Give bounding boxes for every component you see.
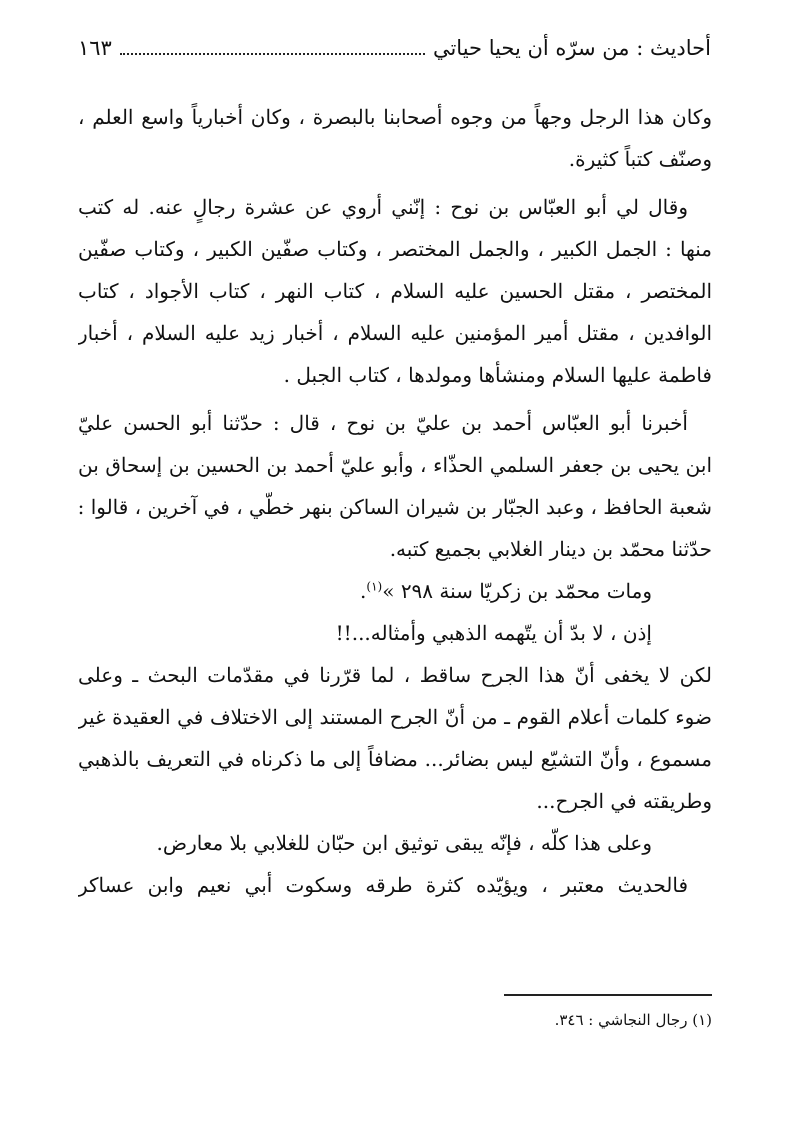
- paragraph-4: [78, 570, 712, 612]
- text-line: ابن يحيى بن جعفر السلمي الحذّاء ، وأبو عليّ أحمد بن الحسين بن إسحاق بن: [78, 453, 712, 477]
- dotted-leader: [120, 53, 425, 55]
- text-line: المختصر ، مقتل الحسين عليه السلام ، كتاب النهر ، كتاب الأجواد ، كتاب: [78, 279, 712, 303]
- death-note-period: .: [360, 579, 367, 603]
- text-line: وكان هذا الرجل وجهاً من وجوه أصحابنا بالبصرة ، وكان أخبارياً واسع العلم ،: [78, 105, 712, 129]
- text-line: لكن لا يخفى أنّ هذا الجرح ساقط ، لما قرّرنا في مقدّمات البحث ـ وعلى: [78, 663, 712, 687]
- paragraph-7: [78, 822, 712, 864]
- page-number: ١٦٣: [78, 36, 112, 60]
- footnote: (١) رجال النجاشي : ٣٤٦.: [554, 1011, 712, 1029]
- text-line: ضوء كلمات أعلام القوم ـ من أنّ الجرح المستند إلى الاختلاف في العقيدة غير: [78, 705, 712, 729]
- paragraph-3: [78, 402, 712, 570]
- text-line: حدّثنا محمّد بن دينار الغلابي بجميع كتبه.: [389, 537, 712, 561]
- footnote-marker: (١): [366, 579, 383, 594]
- footnote-separator: [504, 994, 712, 996]
- running-header: [78, 30, 711, 66]
- text-line: مسموع ، وأنّ التشيّع ليس بضائر... مضافاً إلى ما ذكرناه في التعريف بالذهبي: [78, 747, 712, 771]
- text-line: فالحديث معتبر ، ويؤيّده كثرة طرقه وسكوت أبي نعيم وابن عساكر: [78, 873, 688, 897]
- text-line: وقال لي أبو العبّاس بن نوح : إنّني أروي عن عشرة رجالٍ عنه. له كتب: [78, 195, 688, 219]
- text-line: شعبة الحافظ ، وعبد الجبّار بن شيران الساكن بنهر خطّي ، في آخرين ، قالوا :: [78, 495, 712, 519]
- paragraph-2: [78, 186, 712, 396]
- text-line: إذن ، لا بدّ أن يتّهمه الذهبي وأمثاله...!!: [335, 621, 652, 645]
- text-line: أخبرنا أبو العبّاس أحمد بن عليّ بن نوح ، قال : حدّثنا أبو الحسن عليّ: [78, 411, 688, 435]
- paragraph-8: [78, 864, 712, 906]
- text-line: وطريقته في الجرح...: [536, 789, 712, 813]
- running-title: أحاديث : من سرّه أن يحيا حياتي: [432, 36, 711, 60]
- text-line: فاطمة عليها السلام ومنشأها ومولدها ، كتاب الجبل .: [283, 363, 712, 387]
- text-line: [78, 570, 712, 612]
- text-line: الوافدين ، مقتل أمير المؤمنين عليه السلام ، أخبار زيد عليه السلام ، أخبار: [78, 321, 712, 345]
- death-note-text: ومات محمّد بن زكريّا سنة ٢٩٨ »: [382, 579, 652, 603]
- paragraph-1: [78, 96, 712, 180]
- text-line: منها : الجمل الكبير ، والجمل المختصر ، وكتاب صفّين الكبير ، وكتاب صفّين: [78, 237, 712, 261]
- paragraph-5: [78, 612, 712, 654]
- text-line: وصنّف كتباً كثيرة.: [568, 147, 712, 171]
- text-line: وعلى هذا كلّه ، فإنّه يبقى توثيق ابن حبّان للغلابي بلا معارض.: [156, 831, 652, 855]
- body-text: [78, 96, 712, 906]
- paragraph-6: [78, 654, 712, 822]
